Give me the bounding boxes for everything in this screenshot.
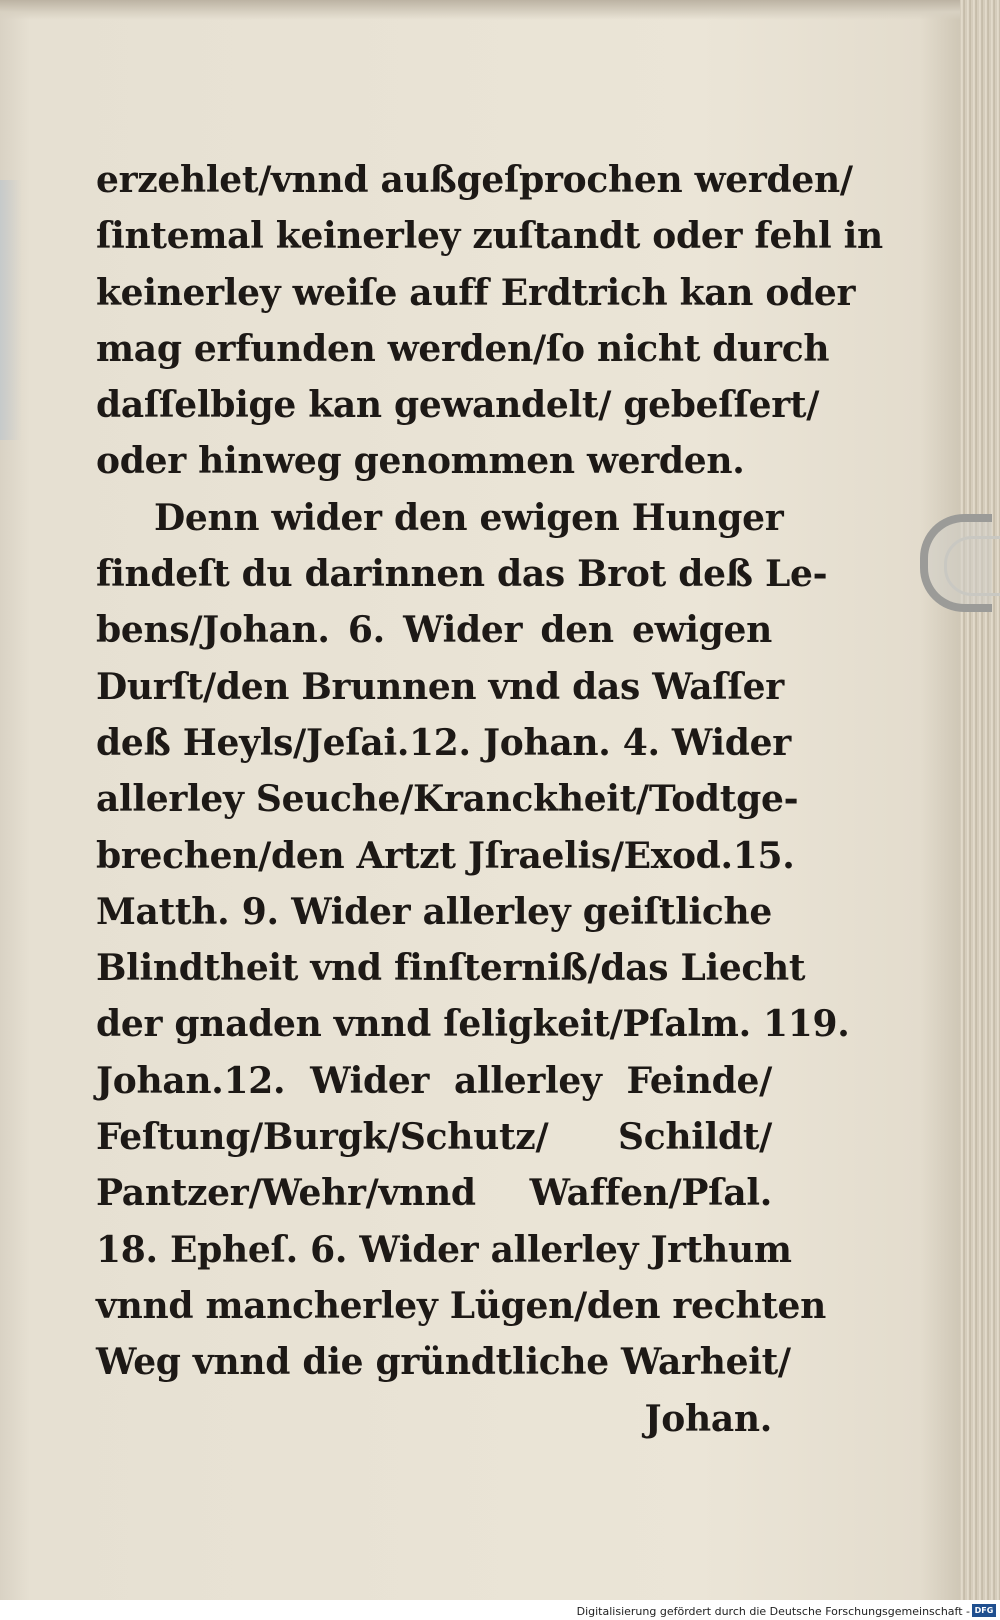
text-line: oder hinweg genommen werden.	[96, 440, 745, 483]
page-clip	[920, 514, 992, 612]
page-top-shadow	[0, 0, 1000, 20]
text-line: 18. Epheſ. 6. Wider allerley Jrthum	[96, 1228, 792, 1271]
text-line: findeſt du darinnen das Brot deß Le-	[96, 553, 828, 596]
text-line: Weg vnnd die gründtliche Warheit/	[96, 1341, 791, 1384]
body-text	[96, 152, 883, 1447]
text-line: der gnaden vnnd ſeligkeit/Pſalm. 119.	[96, 1003, 850, 1046]
text-line: ſintemal keinerley zuſtandt oder fehl in	[96, 215, 883, 258]
text-line: Denn wider den ewigen Hunger	[154, 496, 784, 539]
dfg-logo: DFG	[972, 1604, 996, 1617]
paper-stain	[0, 180, 22, 440]
funding-credit: Digitalisierung gefördert durch die Deutsche Forschungsgemeinschaft -	[576, 1605, 970, 1618]
text-line: erzehlet/vnnd außgeſprochen werden/	[96, 159, 853, 201]
text-line: mag erfunden werden/ſo nicht durch	[96, 327, 830, 370]
text-line: daſſelbige kan gewandelt/ gebeſſert/	[96, 384, 820, 427]
page-edge-stack	[960, 0, 1000, 1600]
text-line: bens/Johan. 6. Wider den ewigen	[96, 609, 772, 652]
text-line: Durſt/den Brunnen vnd das Waſſer	[96, 665, 784, 708]
text-line: Pantzer/Wehr/vnnd Waffen/Pſal.	[96, 1172, 772, 1215]
text-line: Blindtheit vnd finſterniß/das Liecht	[96, 947, 806, 990]
text-line: allerley Seuche/Kranckheit/Todtge-	[96, 778, 799, 821]
text-line: Johan.12. Wider allerley Feinde/	[96, 1059, 772, 1102]
text-line: vnnd mancherley Lügen/den rechten	[96, 1284, 826, 1327]
text-line: deß Heyls/Jeſai.12. Johan. 4. Wider	[96, 721, 791, 764]
text-line: Feſtung/Burgk/Schutz/ Schildt/	[96, 1116, 772, 1159]
digitization-footer	[0, 1600, 1000, 1620]
text-line: brechen/den Artzt Jſraelis/Exod.15.	[96, 834, 795, 877]
catchword: Johan.	[644, 1397, 772, 1440]
text-line: Matth. 9. Wider allerley geiſtliche	[96, 890, 772, 933]
text-line: keinerley weiſe auff Erdtrich kan oder	[96, 271, 856, 314]
